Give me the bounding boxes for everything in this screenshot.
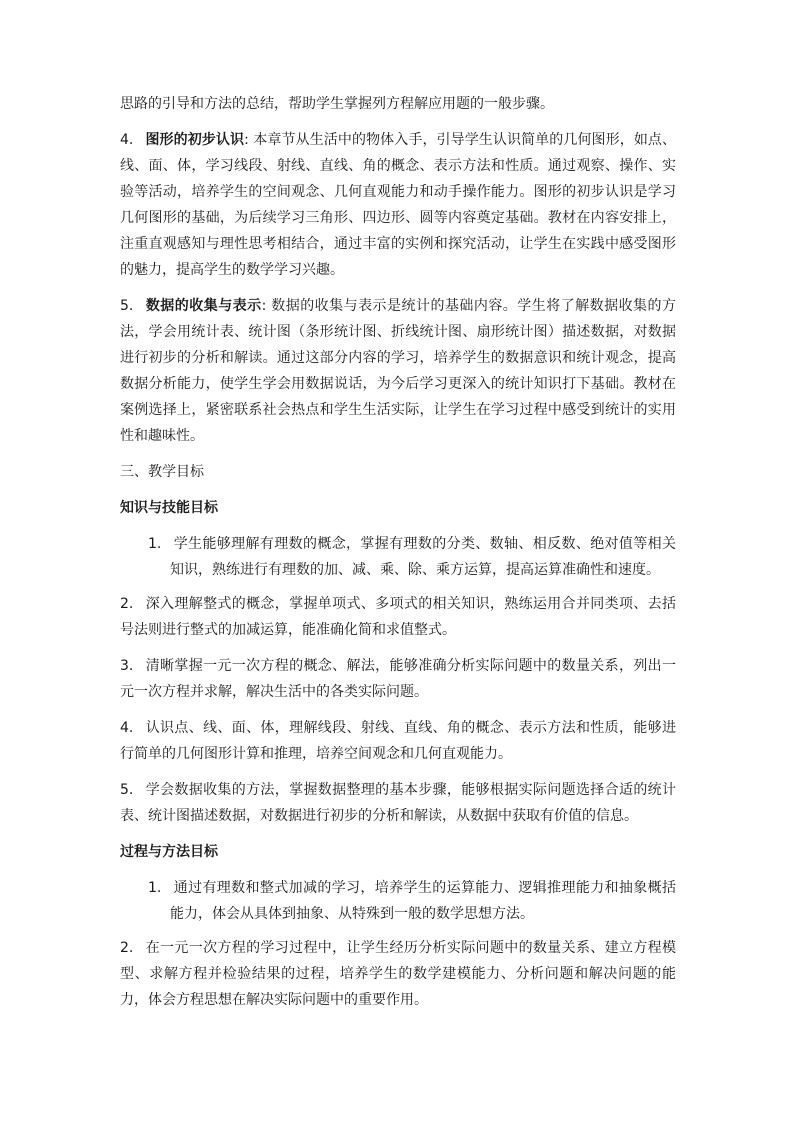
content-item-4	[120, 127, 676, 283]
subsection-heading-knowledge: 知识与技能目标	[120, 500, 218, 516]
item-number: 5.	[120, 298, 134, 314]
item-text: 认识点、线、面、体，理解线段、射线、直线、角的概念、表示方法和性质，能够进行简单的几何图形计算和推理，培养空间观念和几何直观能力。	[120, 720, 676, 762]
item-number: 2.	[120, 940, 134, 956]
item-number: 5.	[120, 782, 134, 798]
knowledge-item-2	[120, 591, 676, 643]
item-number: 1.	[148, 880, 162, 896]
content-item-5	[120, 293, 676, 449]
item-number: 3.	[120, 658, 134, 674]
section-heading: 三、教学目标	[120, 464, 204, 480]
knowledge-list-item-1	[120, 531, 676, 583]
process-item-2	[120, 935, 676, 1013]
item-number: 4.	[120, 132, 134, 148]
item-number: 4.	[120, 720, 134, 736]
item-text: 在一元一次方程的学习过程中，让学生经历分析实际问题中的数量关系、建立方程模型、求解方程并检验结果的过程，培养学生的数学建模能力、分析问题和解决问题的能力，体会方程思想在解决实际问题中的重要作用。	[120, 940, 676, 1008]
item-body: : 本章节从生活中的物体入手，引导学生认识简单的几何图形，如点、线、面、体，学习线段、射线、直线、角的概念、表示方法和性质。通过观察、操作、实验等活动，培养学生的空间观念、几何直观能力和动手操作能力。图形的初步认识是学习几何图形的基础，为后续学习三角形、四边形、圆等内容奠定基础。教材在内容安排上，注重直观感知与理性思考相结合，通过丰富的实例和探究活动，让学生在实践中感受图形的魅力，提高学生的数学学习兴趣。	[120, 132, 676, 278]
item-text: 通过有理数和整式加减的学习，培养学生的运算能力、逻辑推理能力和抽象概括能力，体会从具体到抽象、从特殊到一般的数学思想方法。	[170, 880, 676, 922]
item-number: 2.	[120, 596, 134, 612]
item-text: 深入理解整式的概念，掌握单项式、多项式的相关知识，熟练运用合并同类项、去括号法则进行整式的加减运算，能准确化简和求值整式。	[120, 596, 676, 638]
item-text: 清晰掌握一元一次方程的概念、解法，能够准确分析实际问题中的数量关系，列出一元一次方程并求解，解决生活中的各类实际问题。	[120, 658, 676, 700]
item-title: 数据的收集与表示	[145, 298, 262, 314]
process-list-item-1	[120, 875, 676, 927]
continuation-paragraph: 思路的引导和方法的总结，帮助学生掌握列方程解应用题的一般步骤。	[120, 96, 554, 112]
item-text: 学会数据收集的方法，掌握数据整理的基本步骤，能够根据实际问题选择合适的统计表、统计图描述数据，对数据进行初步的分析和解读，从数据中获取有价值的信息。	[120, 782, 676, 824]
knowledge-item-4	[120, 715, 676, 767]
item-title: 图形的初步认识	[145, 132, 245, 148]
item-number: 1.	[148, 536, 162, 552]
knowledge-item-5	[120, 777, 676, 829]
item-body: : 数据的收集与表示是统计的基础内容。学生将了解数据收集的方法，学会用统计表、统计图（条形统计图、折线统计图、扇形统计图）描述数据，对数据进行初步的分析和解读。通过这部分内容的学习，培养学生的数据意识和统计观念，提高数据分析能力，使学生学会用数据说话，为今后学习更深入的统计知识打下基础。教材在案例选择上，紧密联系社会热点和学生生活实际，让学生在学习过程中感受到统计的实用性和趣味性。	[120, 298, 676, 444]
knowledge-item-3	[120, 653, 676, 705]
subsection-heading-process: 过程与方法目标	[120, 844, 218, 860]
item-text: 学生能够理解有理数的概念，掌握有理数的分类、数轴、相反数、绝对值等相关知识，熟练进行有理数的加、减、乘、除、乘方运算，提高运算准确性和速度。	[170, 536, 676, 578]
document-page	[120, 91, 676, 1023]
